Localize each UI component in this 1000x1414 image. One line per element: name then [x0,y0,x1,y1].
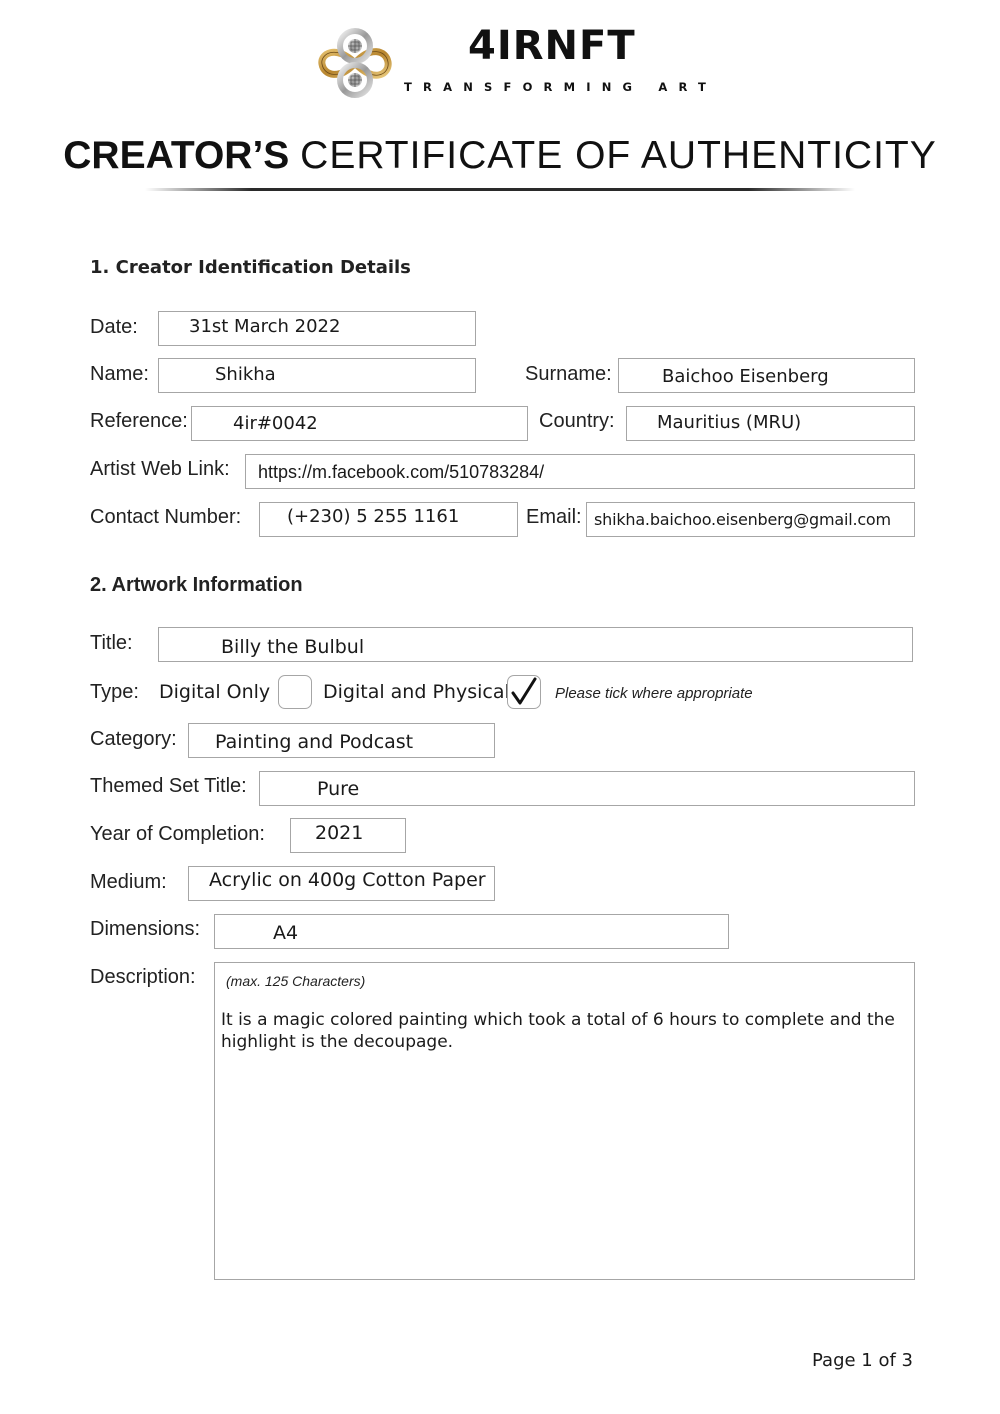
name-value: Shikha [215,364,276,385]
date-label: Date: [90,316,138,338]
surname-label: Surname: [525,363,612,385]
description-value: It is a magic colored painting which took a total of 6 hours to complete and the highlight is the decoupage. [221,1010,895,1052]
surname-field[interactable] [618,358,915,393]
country-value: Mauritius (MRU) [657,412,802,433]
contact-label: Contact Number: [90,506,242,528]
medium-label: Medium: [90,871,167,893]
title-label: Title: [90,632,133,654]
description-hint: (max. 125 Characters) [226,973,366,989]
date-value: 31st March 2022 [189,316,341,337]
section-creator-heading: 1. Creator Identification Details [90,257,411,278]
surname-value: Baichoo Eisenberg [662,366,829,387]
contact-value: (+230) 5 255 1161 [287,506,460,527]
digital-only-checkbox[interactable] [278,675,312,709]
reference-value: 4ir#0042 [233,413,318,434]
email-field[interactable] [586,502,915,537]
section-artwork-heading: 2. Artwork Information [90,574,303,596]
reference-label: Reference: [90,410,188,432]
weblink-label: Artist Web Link: [90,458,230,480]
name-field[interactable] [158,358,476,393]
dimensions-label: Dimensions: [90,918,201,940]
title-value: Billy the Bulbul [221,636,365,658]
country-label: Country: [539,410,615,432]
year-label: Year of Completion: [90,823,265,845]
type-option-digital-only: Digital Only [159,681,271,703]
description-label: Description: [90,966,196,988]
themed-label: Themed Set Title: [90,775,247,797]
title-field[interactable] [158,627,913,662]
page-title [0,134,1000,178]
themed-field[interactable] [259,771,915,806]
checkmark-icon [508,676,540,708]
category-value: Painting and Podcast [215,731,414,753]
medium-field[interactable] [188,866,495,901]
weblink-value: https://m.facebook.com/510783284/ [258,462,545,482]
email-value: shikha.baichoo.eisenberg@gmail.com [594,510,891,529]
description-field[interactable] [214,962,915,1280]
brand-tagline: TRANSFORMING ART [404,80,718,94]
email-label: Email: [526,506,582,528]
dimensions-value: A4 [273,922,299,944]
themed-value: Pure [317,778,360,800]
contact-field[interactable] [259,502,518,537]
name-label: Name: [90,363,149,385]
category-label: Category: [90,728,177,750]
page-number: Page 1 of 3 [812,1350,913,1371]
category-field[interactable] [188,723,495,758]
page-title-rest: CERTIFICATE OF AUTHENTICITY [300,134,937,177]
digital-physical-checkbox[interactable] [507,675,541,709]
title-divider [145,188,855,191]
type-note: Please tick where appropriate [555,685,753,702]
type-label: Type: [90,681,139,703]
medium-value: Acrylic on 400g Cotton Paper [209,869,486,891]
brand-logo-icon [316,24,394,102]
page-title-bold: CREATOR’S [63,134,290,177]
country-field[interactable] [626,406,915,441]
reference-field[interactable] [191,406,528,441]
weblink-field[interactable] [245,454,915,489]
type-option-digital-physical: Digital and Physical [323,681,510,703]
year-value: 2021 [315,822,364,844]
year-field[interactable] [290,818,406,853]
date-field[interactable] [158,311,476,346]
dimensions-field[interactable] [214,914,729,949]
brand-name: 4IRNFT [468,23,636,69]
